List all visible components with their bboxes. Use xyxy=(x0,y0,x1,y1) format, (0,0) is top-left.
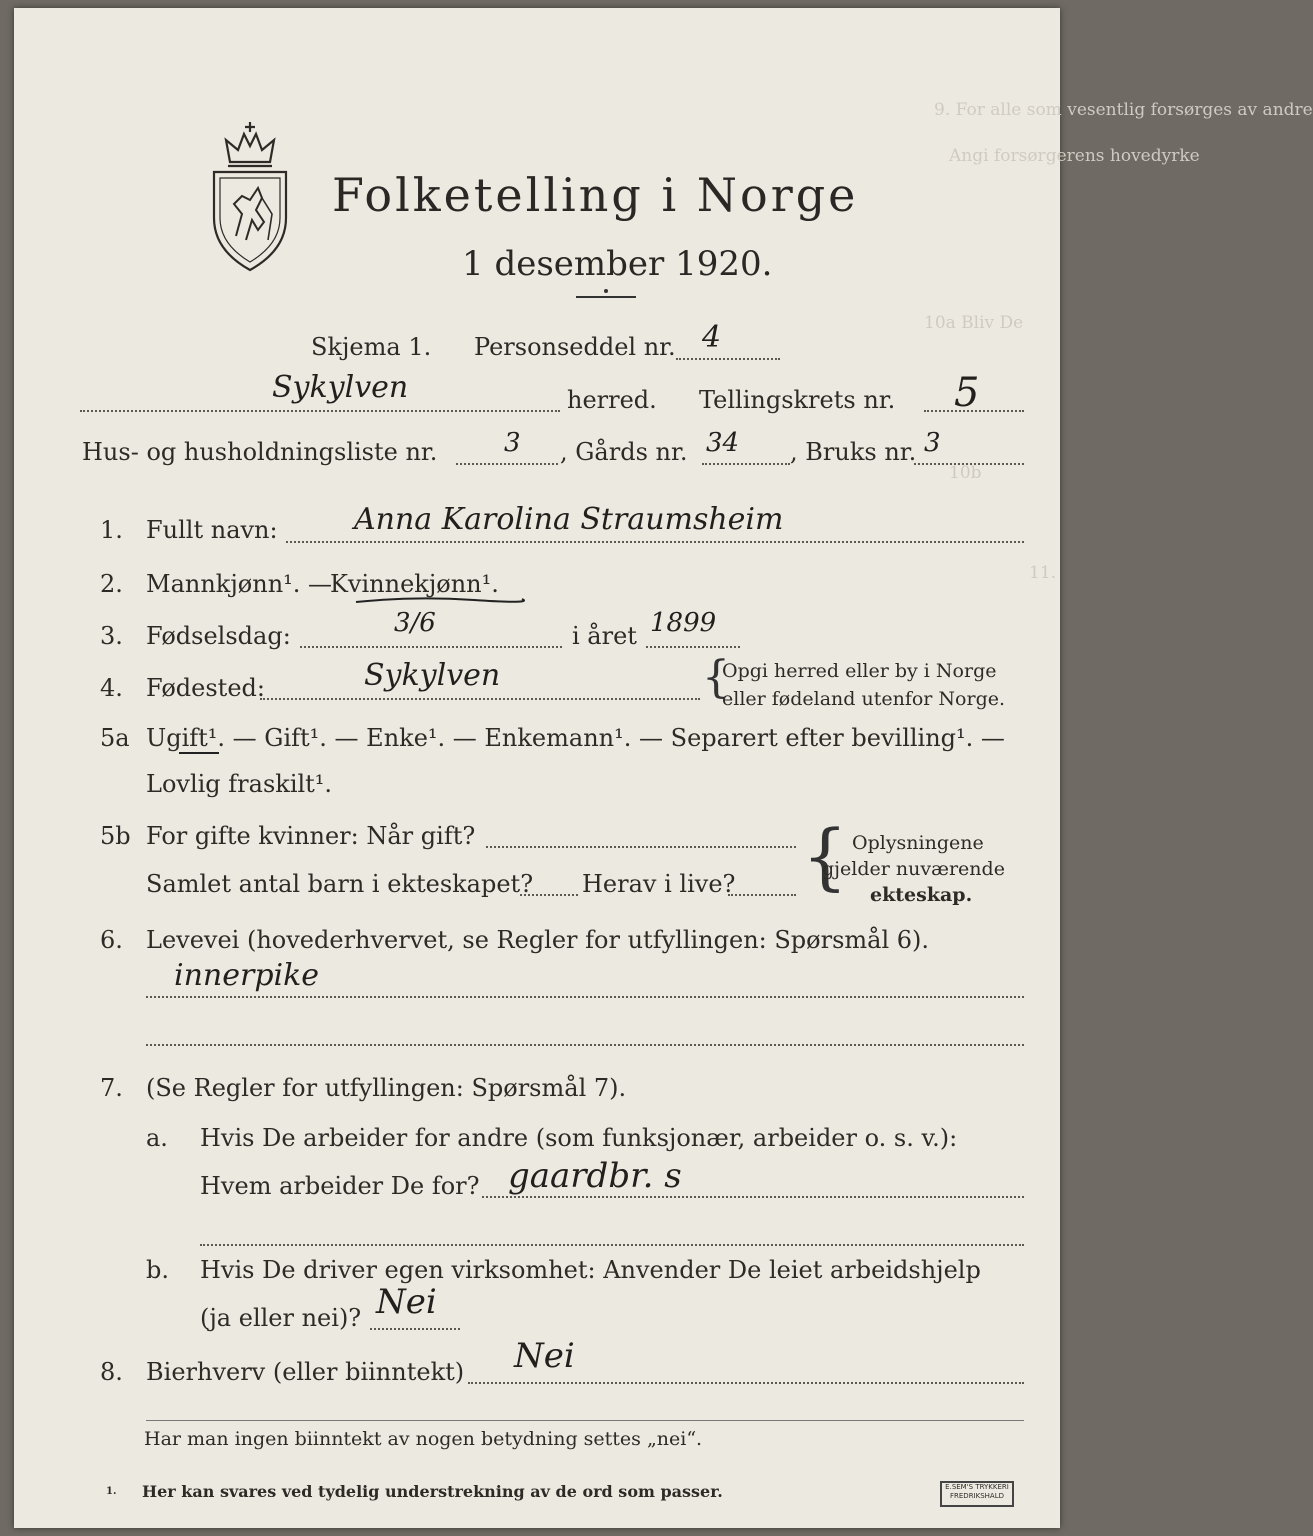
footer-divider xyxy=(146,1420,1024,1421)
herav-i-live-field-line xyxy=(728,894,796,896)
arbeidshjelp-value: Nei xyxy=(376,1282,437,1322)
arbeidsgiver-field-line xyxy=(482,1196,1024,1198)
footnote: Her kan svares ved tydelig understrekning av de ord som passer. xyxy=(142,1482,723,1501)
sivilstand-options: Ugift¹. — Gift¹. — Enke¹. — Enkemann¹. — Separert efter bevilling¹. — xyxy=(146,724,1005,752)
census-date: 1 desember 1920. xyxy=(462,244,773,284)
bleed-through-line: Angi forsørgerens hovedyrke xyxy=(949,146,1200,166)
levevei-value: innerpike xyxy=(174,958,320,993)
fodselsdag-value: 3/6 xyxy=(394,608,436,638)
nar-gift-label: For gifte kvinner: Når gift? xyxy=(146,822,476,850)
fodselsdag-field-line xyxy=(300,646,562,648)
gards-value: 34 xyxy=(706,428,740,458)
q7a-hvem-label: Hvem arbeider De for? xyxy=(200,1172,480,1200)
q6-label: Levevei (hovederhvervet, se Regler for utfyllingen: Spørsmål 6). xyxy=(146,926,930,954)
tellingskrets-label: Tellingskrets nr. xyxy=(699,386,896,414)
bleed-through-line: 11. xyxy=(1029,563,1057,583)
skjema-label: Skjema 1. xyxy=(311,333,432,361)
arbeidsgiver-value: gaardbr. s xyxy=(508,1156,682,1196)
q5b-brace: { xyxy=(802,814,848,898)
ugift-underline xyxy=(179,752,219,754)
q7-label: (Se Regler for utfyllingen: Spørsmål 7). xyxy=(146,1074,627,1102)
q8-label: Bierhverv (eller biinntekt) xyxy=(146,1358,465,1386)
sivilstand-options-line2: Lovlig fraskilt¹. xyxy=(146,770,333,798)
q3-label: Fødselsdag: xyxy=(146,622,291,650)
footnote-mark: 1. xyxy=(106,1486,117,1497)
q4-note-line1: Opgi herred eller by i Norge xyxy=(722,660,997,682)
arbeidsgiver-field-line-2 xyxy=(200,1244,1024,1246)
q3-year-label: i året xyxy=(572,622,637,650)
q5b-note-line2: gjelder nuværende xyxy=(822,858,1005,880)
herred-label: herred. xyxy=(567,386,657,414)
gards-field-line xyxy=(702,463,790,465)
birth-year-value: 1899 xyxy=(650,608,717,638)
fodested-value: Sykylven xyxy=(364,658,501,693)
bruks-value: 3 xyxy=(924,428,941,458)
q4-brace: { xyxy=(702,652,730,703)
fodested-field-line xyxy=(260,698,700,700)
bleed-through-line: 10b xyxy=(949,463,982,483)
fullt-navn-value: Anna Karolina Straumsheim xyxy=(354,502,784,537)
bleed-through-line: 9. For alle som vesentlig forsørges av andre xyxy=(934,100,1313,120)
kvinnekjonn-underline xyxy=(354,594,524,608)
q1-number: 1. xyxy=(100,516,123,544)
herav-i-live-label: Herav i live? xyxy=(582,870,736,898)
personseddel-value: 4 xyxy=(702,320,722,355)
personseddel-label: Personseddel nr. xyxy=(474,333,676,361)
q7-number: 7. xyxy=(100,1074,123,1102)
q7a-question: Hvis De arbeider for andre (som funksjonær, arbeider o. s. v.): xyxy=(200,1124,958,1152)
biinntekt-note: Har man ingen biinntekt av nogen betydning settes „nei“. xyxy=(144,1428,703,1450)
q8-number: 8. xyxy=(100,1358,123,1386)
form-title: Folketelling i Norge xyxy=(332,168,859,222)
q4-number: 4. xyxy=(100,674,123,702)
arbeidshjelp-field-line xyxy=(370,1328,460,1330)
personseddel-field-line xyxy=(676,358,780,360)
levevei-field-line-2 xyxy=(146,1044,1024,1046)
bierhverv-value: Nei xyxy=(514,1336,575,1376)
herred-value: Sykylven xyxy=(272,370,409,405)
tellingskrets-value: 5 xyxy=(954,370,980,416)
barn-antal-field-line xyxy=(520,894,578,896)
q1-field-line xyxy=(286,541,1024,543)
q5b-note-line3: ekteskap. xyxy=(870,884,973,906)
bleed-through-line: 10a Bliv De xyxy=(924,313,1024,333)
q6-number: 6. xyxy=(100,926,123,954)
levevei-field-line-1 xyxy=(146,996,1024,998)
gards-label: , Gårds nr. xyxy=(560,438,688,466)
printer-mark: E.SEM'S TRYKKERI FREDRIKSHALD xyxy=(940,1481,1014,1507)
mannkjonn-option: Mannkjønn¹. — xyxy=(146,570,333,598)
husholdningsliste-field-line xyxy=(456,463,558,465)
q2-number: 2. xyxy=(100,570,123,598)
bruks-label: , Bruks nr. xyxy=(790,438,917,466)
census-form-sheet xyxy=(14,8,1313,1528)
q5a-number: 5a xyxy=(100,724,130,752)
title-divider-dot xyxy=(604,289,608,293)
husholdningsliste-label: Hus- og husholdningsliste nr. xyxy=(82,438,438,466)
q5b-note-line1: Oplysningene xyxy=(852,832,984,854)
norwegian-coat-of-arms-icon xyxy=(202,118,298,276)
q4-label: Fødested: xyxy=(146,674,265,702)
husholdningsliste-value: 3 xyxy=(504,428,521,458)
q1-label: Fullt navn: xyxy=(146,516,278,544)
bruks-field-line xyxy=(914,463,1024,465)
bierhverv-field-line xyxy=(468,1382,1024,1384)
nar-gift-field-line xyxy=(486,846,796,848)
year-field-line xyxy=(646,646,740,648)
q7b-letter: b. xyxy=(146,1256,169,1284)
q7a-letter: a. xyxy=(146,1124,168,1152)
q7b-question: Hvis De driver egen virksomhet: Anvender De leiet arbeidshjelp xyxy=(200,1256,981,1284)
barn-antal-label: Samlet antal barn i ekteskapet? xyxy=(146,870,534,898)
q5b-number: 5b xyxy=(100,822,131,850)
q3-number: 3. xyxy=(100,622,123,650)
q4-note-line2: eller fødeland utenfor Norge. xyxy=(722,688,1006,710)
kvinnekjonn-option: Kvinnekjønn¹. xyxy=(330,570,499,598)
herred-field-line xyxy=(80,410,560,412)
title-divider xyxy=(576,296,636,298)
q7b-ja-nei-label: (ja eller nei)? xyxy=(200,1304,362,1332)
